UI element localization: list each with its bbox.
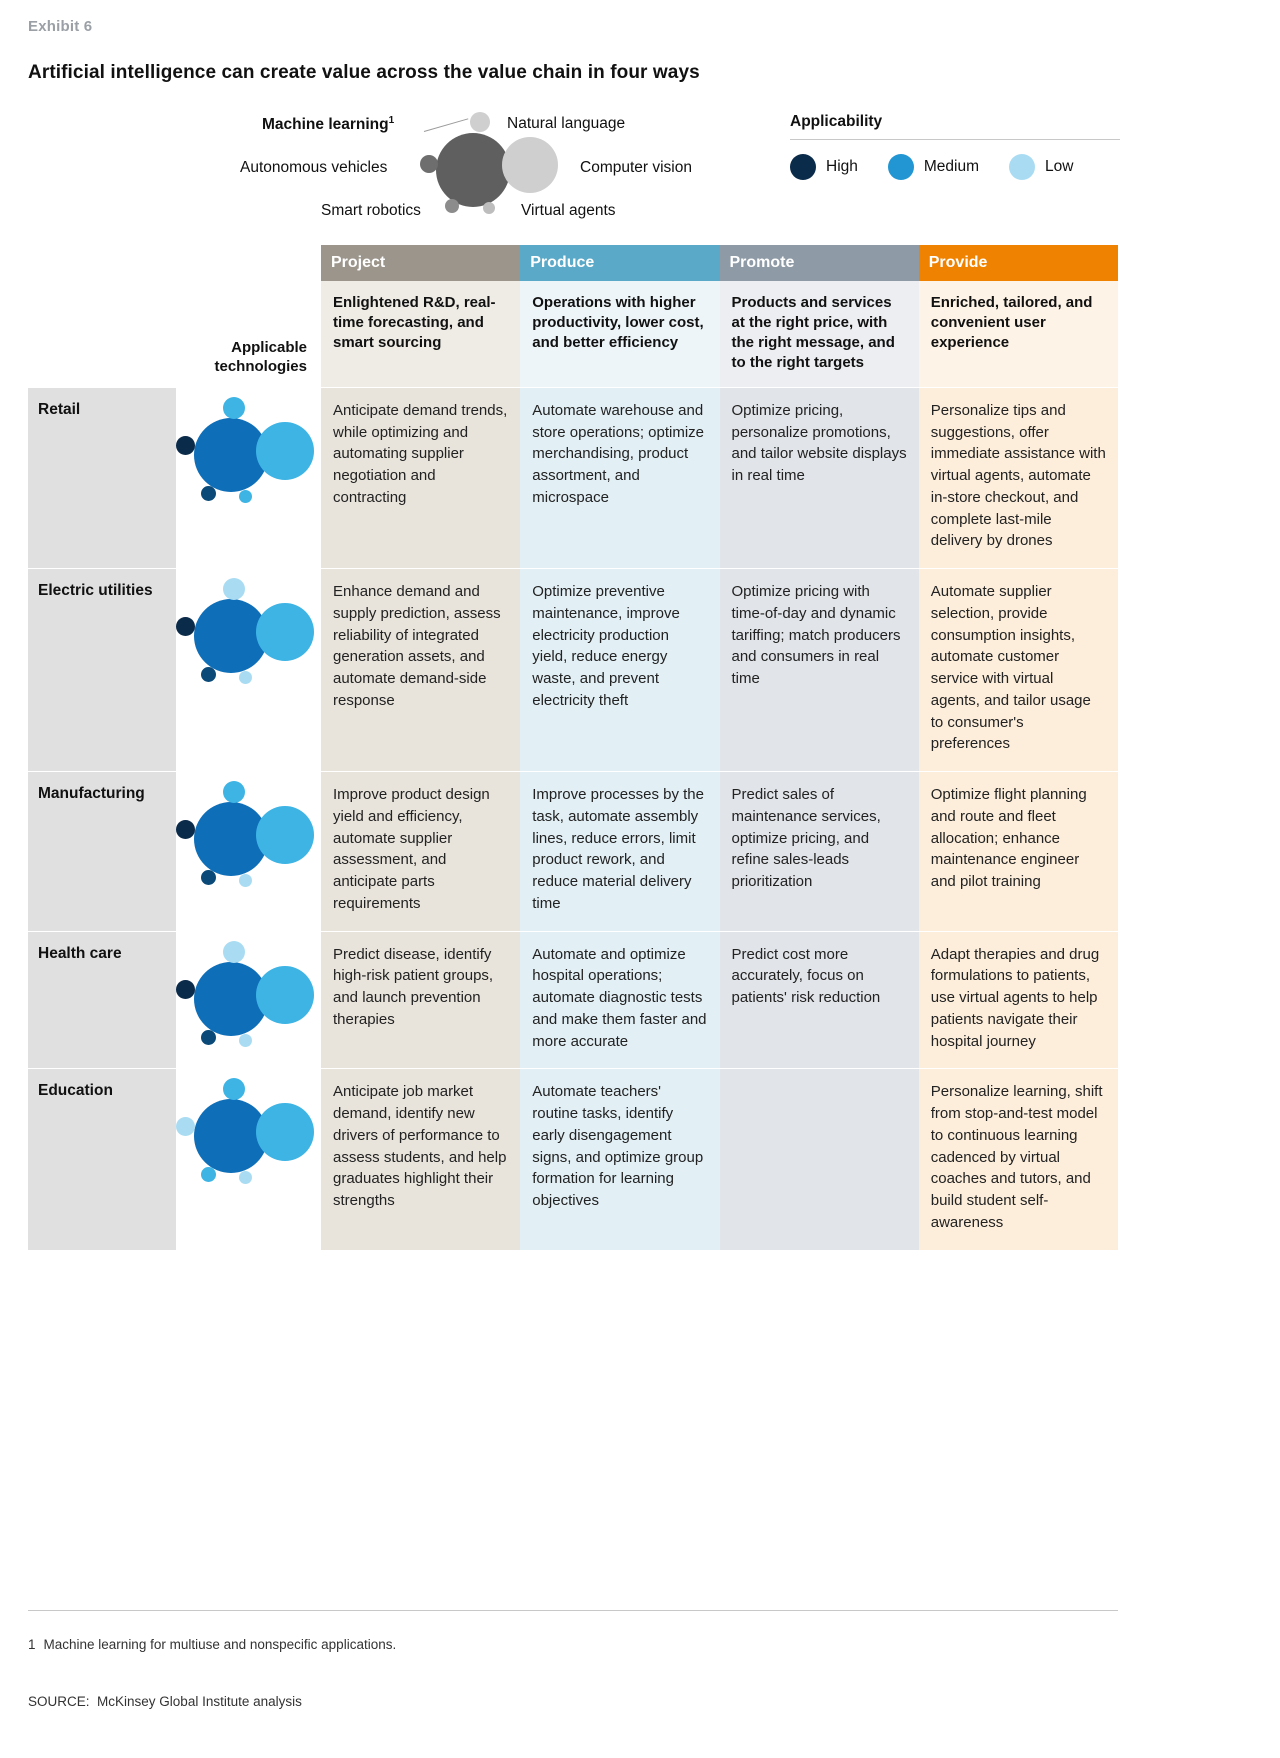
column-band-produce: Produce xyxy=(520,245,719,281)
table-row xyxy=(28,1069,1118,1250)
cell-retail-produce: Automate warehouse and store operations; optimize merchandising, product assortment, and microspace xyxy=(520,387,719,568)
bubble-natural-language xyxy=(470,112,490,132)
bubble-machine-learning xyxy=(436,133,510,207)
column-desc-promote: Products and services at the right price, with the right message, and to the right targets xyxy=(720,281,919,387)
cell-health-care-provide: Adapt therapies and drug formulations to patients, use virtual agents to help patients navigate their hospital journey xyxy=(919,931,1118,1069)
bubble-smart-robotics xyxy=(201,667,216,682)
legend-label-natural-language: Natural language xyxy=(507,115,626,132)
tech-bubbles-retail xyxy=(176,387,321,568)
cell-education-project: Anticipate job market demand, identify new drivers of performance to assess students, and help graduates highlight their strengths xyxy=(321,1069,520,1250)
tech-bubbles-manufacturing xyxy=(176,772,321,932)
technology-bubble-legend xyxy=(240,105,770,230)
value-chain-matrix xyxy=(28,245,1118,1250)
bubble-natural-language xyxy=(223,781,245,803)
legend-label-virtual-agents: Virtual agents xyxy=(521,202,616,219)
bubble-autonomous-vehicles xyxy=(420,155,438,173)
bubble-natural-language xyxy=(223,578,245,600)
cell-retail-provide: Personalize tips and suggestions, offer immediate assistance with virtual agents, automate in-store checkout, and complete last-mile delivery by drones xyxy=(919,387,1118,568)
cell-retail-promote: Optimize pricing, personalize promotions, and tailor website displays in real time xyxy=(720,387,919,568)
footnote-marker: 1 xyxy=(388,115,395,126)
column-band-project: Project xyxy=(321,245,520,281)
applicability-item-high xyxy=(790,154,858,180)
row-label-health-care: Health care xyxy=(28,931,176,1069)
table-row xyxy=(28,387,1118,568)
legend-label-autonomous-vehicles: Autonomous vehicles xyxy=(240,159,388,176)
source-text: McKinsey Global Institute analysis xyxy=(97,1694,302,1709)
column-desc-project: Enlightened R&D, real-time forecasting, and smart sourcing xyxy=(321,281,520,387)
applicability-item-low xyxy=(1009,154,1073,180)
cell-health-care-project: Predict disease, identify high-risk patient groups, and launch prevention therapies xyxy=(321,931,520,1069)
column-desc-produce: Operations with higher productivity, lower cost, and better efficiency xyxy=(520,281,719,387)
legend-area xyxy=(0,105,1280,230)
legend-label-machine-learning: Machine learning$^1$ xyxy=(262,115,395,134)
table-row xyxy=(28,931,1118,1069)
legend-label-computer-vision: Computer vision xyxy=(580,159,692,176)
bubble-virtual-agents xyxy=(239,671,252,684)
footnote-number: 1 xyxy=(28,1637,36,1652)
tech-bubbles-health-care xyxy=(176,931,321,1069)
cell-manufacturing-produce: Improve processes by the task, automate assembly lines, reduce errors, limit product rework, and reduce material delivery time xyxy=(520,772,719,932)
page-title: Artificial intelligence can create value across the value chain in four ways xyxy=(28,62,700,83)
footer-divider xyxy=(28,1610,1118,1611)
cell-health-care-produce: Automate and optimize hospital operations; automate diagnostic tests and make them faster and more accurate xyxy=(520,931,719,1069)
cell-electric-utilities-project: Enhance demand and supply prediction, assess reliability of integrated generation assets, and automate demand-side response xyxy=(321,569,520,772)
row-label-manufacturing: Manufacturing xyxy=(28,772,176,932)
bubble-computer-vision xyxy=(256,1103,314,1161)
cell-education-produce: Automate teachers' routine tasks, identify early disengagement signs, and optimize group formation for learning objectives xyxy=(520,1069,719,1250)
cell-retail-project: Anticipate demand trends, while optimizing and automating supplier negotiation and contracting xyxy=(321,387,520,568)
cell-manufacturing-promote: Predict sales of maintenance services, optimize pricing, and refine sales-leads prioritization xyxy=(720,772,919,932)
bubble-autonomous-vehicles xyxy=(176,820,195,839)
cell-education-promote xyxy=(720,1069,919,1250)
bubble-natural-language xyxy=(223,941,245,963)
applicable-technologies-header: Applicable technologies xyxy=(214,338,307,376)
applicability-label-low: Low xyxy=(1045,158,1074,175)
applicability-divider xyxy=(790,139,1120,140)
column-band-provide: Provide xyxy=(919,245,1118,281)
bubble-smart-robotics xyxy=(201,870,216,885)
tech-bubbles-education xyxy=(176,1069,321,1250)
matrix-description-row xyxy=(28,281,1118,387)
column-desc-provide: Enriched, tailored, and convenient user experience xyxy=(919,281,1118,387)
source-line xyxy=(28,1694,302,1709)
matrix-band-row xyxy=(28,245,1118,281)
applicability-item-medium xyxy=(888,154,979,180)
applicability-dot-high-icon xyxy=(790,154,816,180)
bubble-computer-vision xyxy=(256,422,314,480)
applicability-label-high: High xyxy=(826,158,858,175)
row-label-electric-utilities: Electric utilities xyxy=(28,569,176,772)
cell-health-care-promote: Predict cost more accurately, focus on patients' risk reduction xyxy=(720,931,919,1069)
column-band-promote: Promote xyxy=(720,245,919,281)
bubble-smart-robotics xyxy=(445,199,459,213)
leader-line-machine-learning xyxy=(424,118,468,132)
bubble-virtual-agents xyxy=(239,874,252,887)
bubble-virtual-agents xyxy=(239,1171,252,1184)
exhibit-label: Exhibit 6 xyxy=(28,18,93,35)
bubble-virtual-agents xyxy=(239,490,252,503)
footnote-text: Machine learning for multiuse and nonspecific applications. xyxy=(43,1637,397,1652)
applicability-title: Applicability xyxy=(790,113,883,130)
bubble-computer-vision xyxy=(256,603,314,661)
applicability-dot-low-icon xyxy=(1009,154,1035,180)
bubble-autonomous-vehicles xyxy=(176,980,195,999)
bubble-smart-robotics xyxy=(201,1030,216,1045)
applicability-label-medium: Medium xyxy=(923,158,980,175)
bubble-smart-robotics xyxy=(201,1167,216,1182)
row-label-education: Education xyxy=(28,1069,176,1250)
table-row xyxy=(28,569,1118,772)
applicability-legend xyxy=(790,113,1250,180)
bubble-smart-robotics xyxy=(201,486,216,501)
cell-electric-utilities-promote: Optimize pricing with time-of-day and dynamic tariffing; match producers and consumers in real time xyxy=(720,569,919,772)
bubble-virtual-agents xyxy=(483,202,495,214)
bubble-autonomous-vehicles xyxy=(176,436,195,455)
bubble-autonomous-vehicles xyxy=(176,617,195,636)
legend-label-smart-robotics: Smart robotics xyxy=(321,202,421,219)
cell-manufacturing-project: Improve product design yield and efficiency, automate supplier assessment, and anticipate parts requirements xyxy=(321,772,520,932)
source-label: SOURCE: xyxy=(28,1694,90,1709)
bubble-computer-vision xyxy=(256,966,314,1024)
table-row xyxy=(28,772,1118,932)
bubble-natural-language xyxy=(223,1078,245,1100)
bubble-virtual-agents xyxy=(239,1034,252,1047)
bubble-computer-vision xyxy=(256,806,314,864)
bubble-natural-language xyxy=(223,397,245,419)
cell-education-provide: Personalize learning, shift from stop-and-test model to continuous learning cadenced by virtual coaches and tutors, and build student self-awareness xyxy=(919,1069,1118,1250)
bubble-computer-vision xyxy=(502,137,558,193)
row-label-retail: Retail xyxy=(28,387,176,568)
cell-manufacturing-provide: Optimize flight planning and route and fleet allocation; enhance maintenance engineer and pilot training xyxy=(919,772,1118,932)
bubble-autonomous-vehicles xyxy=(176,1117,195,1136)
cell-electric-utilities-produce: Optimize preventive maintenance, improve electricity production yield, reduce energy waste, and prevent electricity theft xyxy=(520,569,719,772)
footnote xyxy=(28,1637,396,1652)
cell-electric-utilities-provide: Automate supplier selection, provide consumption insights, automate customer service with virtual agents, and tailor usage to consumer's preferences xyxy=(919,569,1118,772)
applicability-dot-medium-icon xyxy=(888,154,914,180)
tech-bubbles-electric-utilities xyxy=(176,569,321,772)
